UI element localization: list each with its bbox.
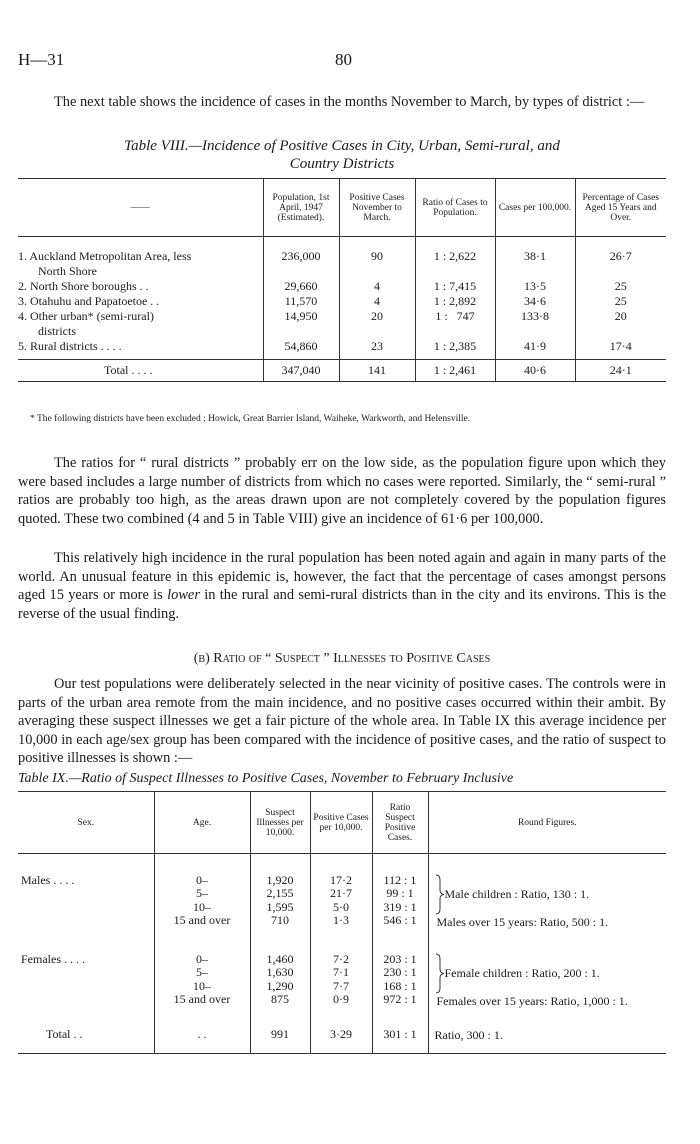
paragraph-text: in the rural and semi-rural districts than in the city and its environs. This is the reverse of the usual finding. [18, 587, 666, 622]
table9-total-row [18, 1028, 666, 1054]
total-population: 347,040 [263, 360, 339, 382]
suspect-cell: 1,920 [266, 872, 294, 887]
cell-percentage: 25 [575, 279, 666, 294]
table8-footnote: * The following districts have been excluded : Howick, Great Barrier Island, Waiheke, Warkworth, and Helensville. [30, 414, 471, 424]
sex-label: Males . . . . [21, 872, 75, 887]
ratio-cell: 319 : 1 [383, 899, 417, 914]
row-label-cont: North Shore [38, 263, 97, 278]
total-label: Total . . [46, 1026, 83, 1041]
table9-header-round-figures: Round Figures. [428, 792, 666, 854]
cell-cases: 4 [339, 279, 415, 294]
round-figure-male-children: Male children : Ratio, 130 : 1. [444, 887, 590, 901]
positive-cell: 0·9 [333, 992, 349, 1006]
age-cell: 0– [196, 872, 208, 887]
cell-percentage: 17·4 [575, 339, 666, 354]
cell-ratio: 1 : 747 [415, 309, 495, 339]
total-label: Total . . . . [18, 360, 263, 382]
cell-ratio: 1 : 7,415 [415, 279, 495, 294]
table8-header-blank: —— [130, 202, 150, 213]
table-row [18, 279, 666, 294]
age-cell: 10– [193, 899, 211, 914]
brace-icon [435, 874, 445, 915]
brace-icon [435, 953, 445, 994]
total-percentage: 24·1 [575, 360, 666, 382]
positive-cell: 1·3 [333, 913, 349, 927]
row-label: 5. Rural districts . . . . [18, 338, 122, 353]
cell-cases: 23 [339, 339, 415, 354]
cell-population: 236,000 [263, 249, 339, 279]
sex-label: Females . . . . [21, 951, 85, 966]
table9-header-sex: Sex. [77, 817, 95, 828]
table8-caption-line2: Country Districts [289, 156, 395, 172]
cell-cases: 20 [339, 309, 415, 339]
table8-caption-line1: Table VIII.—Incidence of Positive Cases in City, Urban, Semi-rural, and [124, 138, 560, 154]
ratio-cell: 203 : 1 [383, 951, 417, 966]
cell-population: 29,660 [263, 279, 339, 294]
table9-header-suspect: Suspect Illnesses per 10,000. [250, 792, 310, 854]
cell-ratio: 1 : 2,385 [415, 339, 495, 354]
age-cell: 5– [196, 886, 208, 900]
age-cell: 15 and over [173, 913, 231, 927]
paragraph-rural-ratios: The ratios for “ rural districts ” probably err on the low side, as the population figure upon which they were based includes a large number of districts from which no cases were reported. Similarly, the “ semi-rural ” ratios are probably too high, as the areas drawn upon are not completely covered by the population figures quoted. These two combined (4 and 5 in Table VIII) give an incidence of 61·6 per 100,000. [18, 455, 666, 527]
cell-per-100000: 38·1 [495, 249, 575, 279]
table8-header-cases: Positive Cases November to March. [339, 179, 415, 237]
age-cell: 5– [196, 965, 208, 979]
table9-header-ratio: Ratio Suspect Positive Cases. [372, 792, 428, 854]
suspect-cell: 1,290 [266, 978, 294, 993]
paragraph-rural-incidence [18, 549, 666, 623]
round-figure-female-children: Female children : Ratio, 200 : 1. [444, 966, 600, 980]
table8-header-percentage: Percentage of Cases Aged 15 Years and Over. [575, 179, 666, 237]
round-figure-males-over-15: Males over 15 years: Ratio, 500 : 1. [436, 914, 609, 929]
total-per-100000: 40·6 [495, 360, 575, 382]
table8-header-ratio: Ratio of Cases to Population. [415, 179, 495, 237]
total-ratio: 1 : 2,461 [415, 360, 495, 382]
suspect-cell: 2,155 [266, 886, 294, 900]
age-cell: 15 and over [173, 992, 231, 1006]
table-row [18, 309, 666, 339]
suspect-cell: 1,595 [266, 899, 294, 914]
total-round-figure: Ratio, 300 : 1. [428, 1028, 666, 1054]
age-cell: 10– [193, 978, 211, 993]
row-label: 1. Auckland Metropolitan Area, less [18, 248, 192, 263]
table-row-females [18, 953, 666, 1008]
suspect-cell: 875 [271, 992, 289, 1006]
cell-cases: 90 [339, 249, 415, 279]
positive-cell: 17·2 [330, 872, 352, 887]
paragraph-text: This relatively high incidence in the rural population has been noted again and again in many parts of the world. An unusual feature in this epidemic is, however, the fact that the percentage of cases amongst persons aged 15 years or more is [18, 550, 666, 604]
table8-header-per-100000: Cases per 100,000. [495, 179, 575, 237]
section-heading: (b) Ratio of “ Suspect ” Illnesses to Positive Cases [193, 651, 491, 666]
emphasis-text: lower [167, 587, 200, 604]
total-positive: 3·29 [310, 1028, 372, 1054]
table9-header-age: Age. [154, 792, 250, 854]
cell-percentage: 25 [575, 294, 666, 309]
ratio-cell: 168 : 1 [383, 978, 417, 993]
table-row-males [18, 874, 666, 929]
suspect-cell: 1,630 [266, 965, 294, 979]
cell-percentage: 20 [575, 309, 666, 339]
cell-population: 54,860 [263, 339, 339, 354]
table9 [18, 791, 666, 1054]
table-row [18, 339, 666, 354]
document-reference: H—31 [18, 50, 65, 69]
row-label: 2. North Shore boroughs . . [18, 278, 149, 293]
round-figure-females-over-15: Females over 15 years: Ratio, 1,000 : 1. [436, 993, 628, 1008]
table9-caption: Table IX.—Ratio of Suspect Illnesses to Positive Cases, November to February Inclusive [18, 771, 514, 786]
positive-cell: 7·7 [333, 978, 349, 993]
total-suspect: 991 [250, 1028, 310, 1054]
positive-cell: 7·1 [333, 965, 349, 979]
paragraph-test-populations: Our test populations were deliberately selected in the near vicinity of positive cases. The controls were in parts of the urban area remote from the main incidence, and no positive cases occurred within their ambit. By averaging these suspect illnesses we get a fair picture of the whole area. In Table IX this average incidence per 10,000 in each age/sex group has been compared with the incidence of positive cases, and the ratio of suspect to positive illnesses is shown :— [18, 676, 666, 767]
table9-header-positive: Positive Cases per 10,000. [310, 792, 372, 854]
age-cell: 0– [196, 951, 208, 966]
suspect-cell: 710 [271, 913, 289, 927]
row-label: 4. Other urban* (semi-rural) [18, 308, 154, 323]
table8 [18, 178, 666, 382]
intro-paragraph: The next table shows the incidence of cases in the months November to March, by types of district :— [54, 94, 645, 110]
total-cases: 141 [339, 360, 415, 382]
cell-percentage: 26·7 [575, 249, 666, 279]
total-ratio: 301 : 1 [372, 1028, 428, 1054]
cell-population: 14,950 [263, 309, 339, 339]
cell-ratio: 1 : 2,892 [415, 294, 495, 309]
cell-per-100000: 133·8 [495, 309, 575, 339]
page-number: 80 [335, 50, 352, 69]
ratio-cell: 230 : 1 [383, 965, 417, 979]
table-row [18, 294, 666, 309]
table-total-row [18, 360, 666, 382]
cell-ratio: 1 : 2,622 [415, 249, 495, 279]
cell-population: 11,570 [263, 294, 339, 309]
positive-cell: 5·0 [333, 899, 349, 914]
positive-cell: 7·2 [333, 951, 349, 966]
total-age: . . [154, 1028, 250, 1054]
cell-per-100000: 13·5 [495, 279, 575, 294]
suspect-cell: 1,460 [266, 951, 294, 966]
table-row [18, 249, 666, 279]
cell-per-100000: 41·9 [495, 339, 575, 354]
ratio-cell: 546 : 1 [383, 913, 417, 927]
row-label-cont: districts [38, 323, 76, 338]
cell-cases: 4 [339, 294, 415, 309]
row-label: 3. Otahuhu and Papatoetoe . . [18, 293, 160, 308]
ratio-cell: 99 : 1 [386, 886, 414, 900]
ratio-cell: 112 : 1 [383, 872, 417, 887]
cell-per-100000: 34·6 [495, 294, 575, 309]
ratio-cell: 972 : 1 [383, 992, 417, 1006]
table8-caption [18, 137, 666, 173]
positive-cell: 21·7 [330, 886, 352, 900]
table8-header-population: Population, 1st April, 1947 (Estimated). [263, 179, 339, 237]
